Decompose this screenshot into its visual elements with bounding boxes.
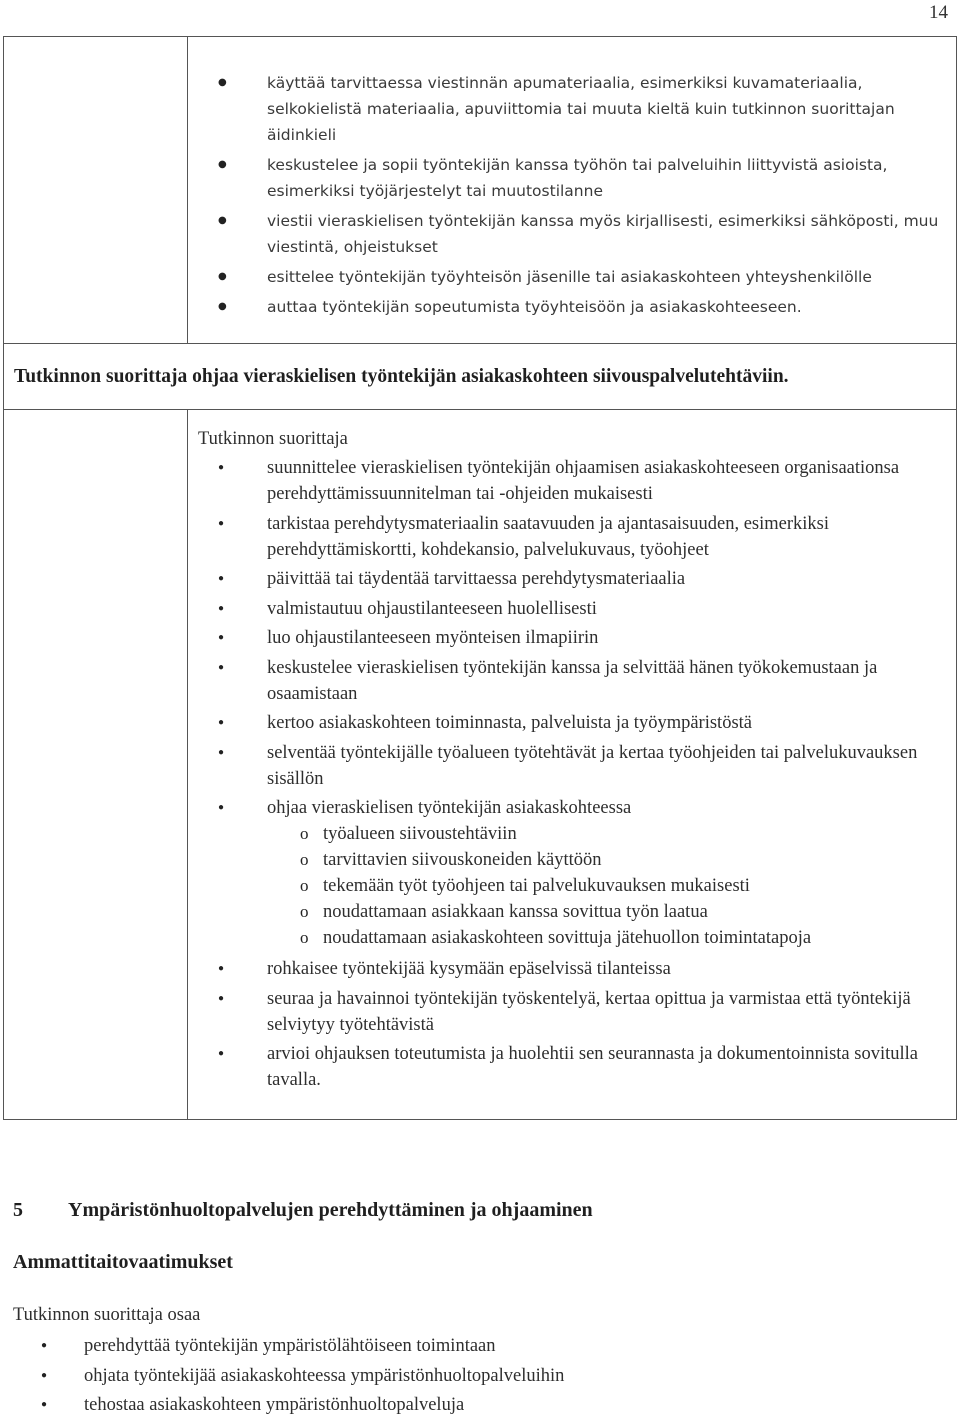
- page-number: 14: [929, 2, 948, 23]
- list-item: ● valmistautuu ohjaustilanteeseen huolellisesti: [188, 596, 956, 622]
- bullet-list: [0, 1333, 960, 1418]
- section-intro: Tutkinnon suorittaja osaa: [13, 1305, 201, 1325]
- section-title: [13, 1199, 593, 1222]
- table-row: [4, 410, 957, 1120]
- bullet-list: [188, 455, 956, 1093]
- table-heading-cell: [4, 344, 957, 410]
- table-heading: Tutkinnon suorittaja ohjaa vieraskielisen työntekijän asiakaskohteen siivouspalvelutehtäviin.: [14, 366, 789, 387]
- section-title-text: Ympäristönhuoltopalvelujen perehdyttäminen ja ohjaaminen: [68, 1199, 593, 1221]
- list-item: ● auttaa työntekijän sopeutumista työyhteisöön ja asiakaskohteeseen.: [188, 294, 956, 320]
- table-cell-content: [188, 37, 957, 344]
- competence-table: [3, 36, 957, 1120]
- sub-list-item: o noudattamaan asiakkaan kanssa sovittua työn laatua: [267, 899, 956, 925]
- section-list-wrapper: [0, 1333, 960, 1422]
- sub-list-item: o työalueen siivoustehtäviin: [267, 821, 956, 847]
- list-item: ● viestii vieraskielisen työntekijän kanssa myös kirjallisesti, esimerkiksi sähköposti, muu viestintä, ohjeistukset: [188, 208, 956, 260]
- sub-list-item: o tekemään työt työohjeen tai palvelukuvauksen mukaisesti: [267, 873, 956, 899]
- bullet-list: [188, 70, 956, 320]
- table-cell-content: [188, 410, 957, 1120]
- list-item: ● päivittää tai täydentää tarvittaessa perehdytysmateriaalia: [188, 566, 956, 592]
- table-row: [4, 37, 957, 344]
- list-item: ● suunnittelee vieraskielisen työntekijän ohjaamisen asiakaskohteeseen organisaationsa perehdyttämissuunnitelman tai -ohjeiden mukaisesti: [188, 455, 956, 507]
- list-item: ● käyttää tarvittaessa viestinnän apumateriaalia, esimerkiksi kuvamateriaalia, selkokielistä materiaalia, apuviittomia tai muuta kieltä kuin tutkinnon suorittajan äidinkieli: [188, 70, 956, 148]
- table-cell-empty: [4, 37, 188, 344]
- list-item-text: ohjaa vieraskielisen työntekijän asiakaskohteessa: [267, 798, 632, 818]
- list-item: ● tehostaa asiakaskohteen ympäristönhuoltopalveluja: [0, 1392, 960, 1418]
- list-item: ● tarkistaa perehdytysmateriaalin saatavuuden ja ajantasaisuuden, esimerkiksi perehdyttämiskortti, kohdekansio, palvelukuvaus, työohjeet: [188, 511, 956, 563]
- section-subtitle: Ammattitaitovaatimukset: [13, 1251, 233, 1273]
- list-item: ● selventää työntekijälle työalueen työtehtävät ja kertaa työohjeiden tai palvelukuvauksen sisällön: [188, 740, 956, 792]
- sub-list-item: o tarvittavien siivouskoneiden käyttöön: [267, 847, 956, 873]
- list-item: ● luo ohjaustilanteeseen myönteisen ilmapiirin: [188, 625, 956, 651]
- list-item: ● kertoo asiakaskohteen toiminnasta, palveluista ja työympäristöstä: [188, 710, 956, 736]
- list-item: [188, 795, 956, 951]
- sub-list-item: o noudattamaan asiakaskohteen sovittuja jätehuollon toimintatapoja: [267, 925, 956, 951]
- sub-list: [267, 821, 956, 951]
- table-cell-empty: [4, 410, 188, 1120]
- section-number: 5: [13, 1199, 23, 1221]
- list-item: ● esittelee työntekijän työyhteisön jäsenille tai asiakaskohteen yhteyshenkilölle: [188, 264, 956, 290]
- list-item: ● ohjata työntekijää asiakaskohteessa ympäristönhuoltopalveluihin: [0, 1363, 960, 1389]
- list-item: ● keskustelee vieraskielisen työntekijän kanssa ja selvittää hänen työkokemustaan ja osaamistaan: [188, 655, 956, 707]
- cell-intro: Tutkinnon suorittaja: [198, 429, 348, 449]
- list-item: ● seuraa ja havainnoi työntekijän työskentelyä, kertaa opittua ja varmistaa että työntekijä selviytyy työtehtävistä: [188, 986, 956, 1038]
- list-item: ● arvioi ohjauksen toteutumista ja huolehtii sen seurannasta ja dokumentoinnista sovitulla tavalla.: [188, 1041, 956, 1093]
- table-row: [4, 344, 957, 410]
- list-item: ● keskustelee ja sopii työntekijän kanssa työhön tai palveluihin liittyvistä asioista, esimerkiksi työjärjestelyt tai muutostilanne: [188, 152, 956, 204]
- list-item: ● rohkaisee työntekijää kysymään epäselvissä tilanteissa: [188, 956, 956, 982]
- list-item: ● perehdyttää työntekijän ympäristölähtöiseen toimintaan: [0, 1333, 960, 1359]
